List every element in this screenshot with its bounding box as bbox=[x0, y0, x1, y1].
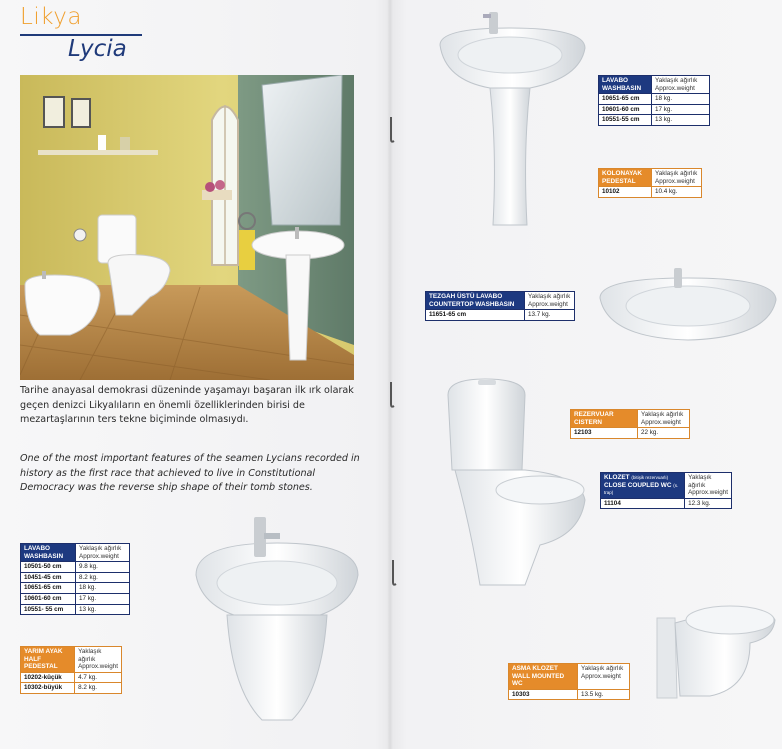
half-pedestal-spec-table bbox=[20, 646, 122, 694]
product-code: 10551- 55 cm bbox=[21, 604, 76, 615]
close-coupled-wc-spec-table bbox=[600, 472, 732, 509]
product-code: 10651-65 cm bbox=[21, 583, 76, 594]
weight-header: Yaklaşık ağırlık Approx.weight bbox=[685, 473, 732, 499]
washbasin-sizes-spec-table bbox=[20, 543, 130, 615]
turkish-description: Tarihe anayasal demokrasi düzeninde yaşamayı başaran ilk ırk olarak geçen denizci Likyalıların en önemli özelliklerinden birisi de mezartaşlarının ters tekne biçiminde olmasıydı. bbox=[20, 385, 354, 425]
table-header: REZERVUAR CISTERN bbox=[571, 410, 638, 428]
table-header: TEZGAH ÜSTÜ LAVABO COUNTERTOP WASHBASIN bbox=[426, 292, 525, 310]
half-pedestal-washbasin-photo bbox=[192, 515, 362, 730]
binding-hook-icon bbox=[386, 115, 396, 145]
wall-mounted-wc-photo bbox=[655, 598, 780, 703]
title-turkish: Likya bbox=[20, 4, 82, 30]
bathroom-scene-photo bbox=[20, 75, 354, 380]
weight-value: 13 kg. bbox=[76, 604, 130, 615]
weight-value: 4.7 kg. bbox=[75, 672, 122, 683]
weight-header: Yaklaşık ağırlık Approx.weight bbox=[578, 664, 630, 690]
binding-hook-icon bbox=[388, 558, 398, 588]
product-code: 11104 bbox=[601, 498, 685, 509]
product-code: 11651-65 cm bbox=[426, 310, 525, 321]
weight-value: 13 kg. bbox=[652, 115, 710, 126]
pedestal-washbasin-photo bbox=[435, 10, 590, 245]
table-header: YARIM AYAK HALF PEDESTAL bbox=[21, 647, 75, 673]
weight-header: Yaklaşık ağırlık Approx.weight bbox=[638, 410, 690, 428]
weight-header: Yaklaşık ağırlık Approx.weight bbox=[652, 76, 710, 94]
english-description: One of the most important features of the seamen Lycians recorded in history as the first race that achieved to live in Constitutional Democracy was the reverse ship shape of their tomb stones. bbox=[20, 453, 360, 493]
weight-value: 8.2 kg. bbox=[75, 683, 122, 694]
title-english: Lycia bbox=[68, 36, 127, 62]
weight-value: 18 kg. bbox=[652, 94, 710, 105]
product-code: 10202-küçük bbox=[21, 672, 75, 683]
table-header: KOLONAYAK PEDESTAL bbox=[599, 169, 652, 187]
weight-header: Yaklaşık ağırlık Approx.weight bbox=[652, 169, 702, 187]
close-coupled-wc-photo bbox=[440, 375, 590, 590]
weight-header: Yaklaşık ağırlık Approx.weight bbox=[75, 647, 122, 673]
weight-value: 9.8 kg. bbox=[76, 562, 130, 573]
product-code: 10302-büyük bbox=[21, 683, 75, 694]
weight-value: 12.3 kg. bbox=[685, 498, 732, 509]
weight-header: Yaklaşık ağırlık Approx.weight bbox=[76, 544, 130, 562]
weight-value: 17 kg. bbox=[76, 593, 130, 604]
cistern-spec-table bbox=[570, 409, 690, 439]
binding-hook-icon bbox=[386, 380, 396, 410]
page-spine bbox=[387, 0, 393, 749]
washbasin-spec-table bbox=[598, 75, 710, 126]
product-code: 10303 bbox=[509, 689, 578, 700]
product-code: 10501-50 cm bbox=[21, 562, 76, 573]
countertop-washbasin-photo bbox=[598, 268, 778, 348]
table-header: ASMA KLOZET WALL MOUNTED WC bbox=[509, 664, 578, 690]
product-code: 10551-55 cm bbox=[599, 115, 652, 126]
table-header: KLOZET (bitişik rezervuarlı) CLOSE COUPLED WC (s. trap) bbox=[601, 473, 685, 499]
product-code: 10102 bbox=[599, 187, 652, 198]
weight-value: 13.7 kg. bbox=[525, 310, 575, 321]
countertop-spec-table bbox=[425, 291, 575, 321]
weight-value: 17 kg. bbox=[652, 104, 710, 115]
weight-header: Yaklaşık ağırlık Approx.weight bbox=[525, 292, 575, 310]
weight-value: 8.2 kg. bbox=[76, 572, 130, 583]
product-code: 10601-60 cm bbox=[599, 104, 652, 115]
table-header: LAVABO WASHBASIN bbox=[21, 544, 76, 562]
table-header: LAVABO WASHBASIN bbox=[599, 76, 652, 94]
product-code: 12103 bbox=[571, 428, 638, 439]
product-code: 10451-45 cm bbox=[21, 572, 76, 583]
product-code: 10601-60 cm bbox=[21, 593, 76, 604]
weight-value: 10.4 kg. bbox=[652, 187, 702, 198]
weight-value: 18 kg. bbox=[76, 583, 130, 594]
weight-value: 22 kg. bbox=[638, 428, 690, 439]
pedestal-spec-table bbox=[598, 168, 702, 198]
wall-mounted-wc-spec-table bbox=[508, 663, 630, 700]
product-code: 10651-65 cm bbox=[599, 94, 652, 105]
weight-value: 13.5 kg. bbox=[578, 689, 630, 700]
